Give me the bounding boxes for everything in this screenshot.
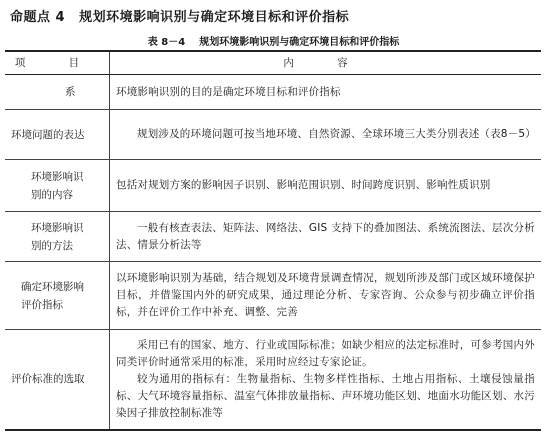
page-heading <box>10 6 349 25</box>
table-row <box>5 212 541 262</box>
table-row <box>5 262 541 330</box>
table-header-row <box>5 51 541 75</box>
heading-point: 命题点 4 <box>10 10 66 25</box>
row-content: 包括对规划方案的影响因子识别、影响范围识别、时间跨度识别、影响性质识别 <box>110 160 542 212</box>
table-row <box>5 330 541 430</box>
content-paragraph: 采用已有的国家、地方、行业或国际标准；如缺少相应的法定标准时，可参考国内外同类评价时通常采用的标准，采用时应经过专家论证。 <box>116 338 535 368</box>
table-number: 表 8－4 <box>147 37 186 48</box>
row-content: 规划涉及的环境问题可按当地环境、自然资源、全球环境三大类分别表述（表8－5） <box>110 110 542 160</box>
header-item: 项 目 <box>5 51 110 75</box>
row-content: 环境影响识别的目的是确定环境目标和评价指标 <box>110 75 542 110</box>
table-row <box>5 110 541 160</box>
table-title: 规划环境影响识别与确定环境目标和评价指标 <box>199 37 400 48</box>
row-item: 评价标准的选取 <box>5 330 110 430</box>
heading-title: 规划环境影响识别与确定环境目标和评价指标 <box>79 10 350 25</box>
row-content: 一般有核查表法、矩阵法、网络法、GIS 支持下的叠加图法、系统流图法、层次分析法、情景分析法等 <box>110 212 542 262</box>
row-content: 以环境影响识别为基础，结合规划及环境背景调查情况，规划所涉及部门或区域环境保护目标，并借鉴国内外的研究成果，通过理论分析、专家咨询、公众参与初步确立评价指标，并在评价工作中补充、调整、完善 <box>110 262 542 330</box>
header-content: 内 容 <box>110 51 542 75</box>
row-item: 环境问题的表达 <box>5 110 110 160</box>
content-paragraph: 较为通用的指标有：生物量指标、生物多样性指标、土地占用指标、土壤侵蚀量指标、大气环境容量指标、温室气体排放量指标、声环境功能区划、地面水功能区划、水污染因子排放控制标准等 <box>116 372 535 419</box>
row-item: 环境影响识别的方法 <box>5 212 110 262</box>
table-row <box>5 160 541 212</box>
row-content <box>110 330 542 430</box>
table-caption <box>0 33 547 48</box>
row-item: 确定环境影响评价指标 <box>5 262 110 330</box>
row-item: 系 <box>5 75 110 110</box>
row-item: 环境影响识别的内容 <box>5 160 110 212</box>
table-row <box>5 75 541 110</box>
main-table <box>5 50 541 431</box>
